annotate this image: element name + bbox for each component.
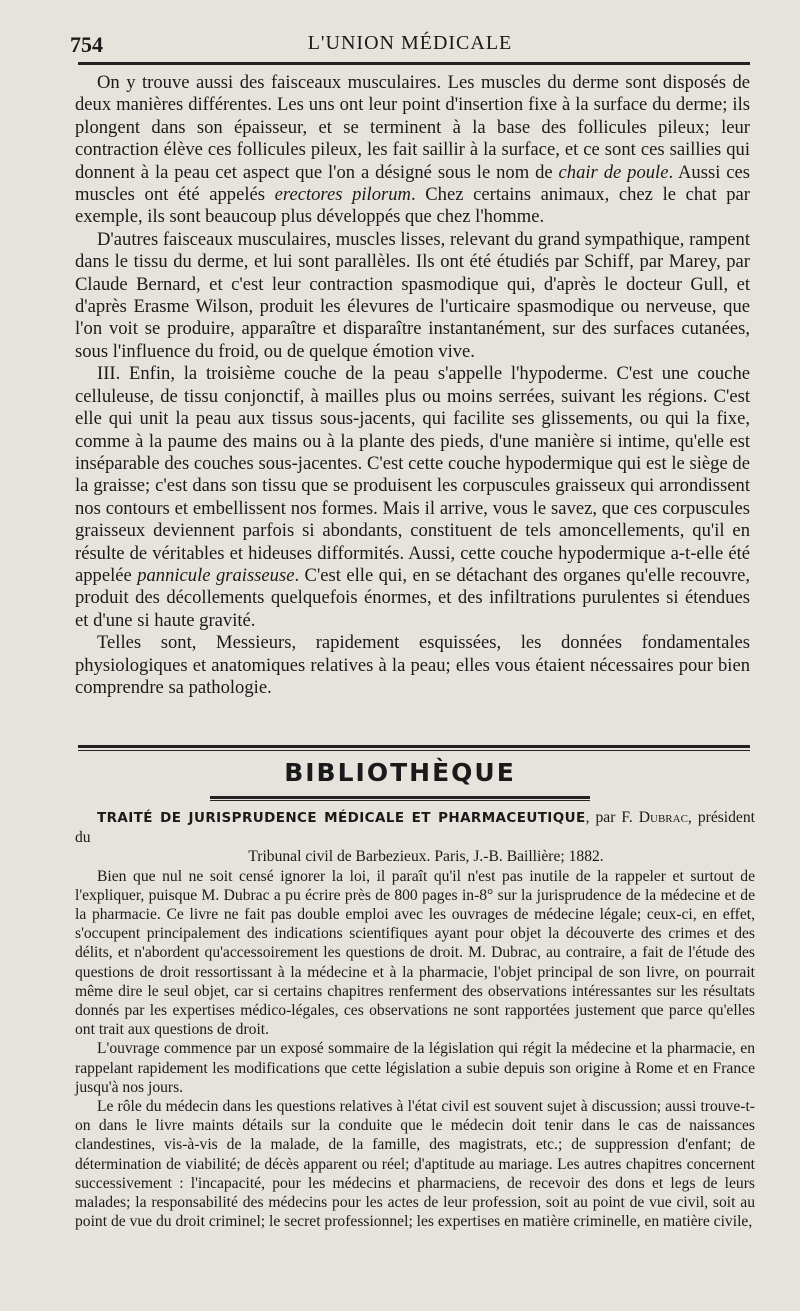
review-paragraph: Le rôle du médecin dans les questions relatives à l'état civil est souvent sujet à discussion; aussi trouve-t-on dans le livre maints détails sur la conduite que le médecin doit tenir dans le cas de naissances clandestines, vis-à-vis de la malade, de la famille, des magistrats, etc.; de suppression d'enfant; de détermination de viabilité; de décès apparent ou réel; d'aptitude au mariage. Les autres chapitres concernent successivement : l'incapacité, pour les médecins et pharmaciens, de recevoir des dons et legs de leurs malades; la responsabilité des médecins pour les actes de leur profession, soit au point de vue civil, soit au point de vue du droit criminel; le secret professionnel; les expertises en matière criminelle, en matière civile, [75, 1098, 755, 1231]
author-name: F. Dubrac [621, 809, 688, 826]
paragraph: On y trouve aussi des faisceaux musculaires. Les muscles du derme sont disposés de deux manières différentes. Les uns ont leur point d'insertion fixe à la surface du derme; ils plongent dans son épaisseur, et se terminent à la base des follicules pileux; leur contraction élève ces follicules pileux, les fait saillir à la surface, et ce sont ces saillies qui donnent à la peau cet aspect que l'on a désigné sous le nom de chair de poule. Aussi ces muscles ont été appelés erectores pilorum. Chez certains animaux, chez le chat par exemple, ils sont beaucoup plus développés que chez l'homme. [75, 72, 751, 228]
running-title: L'UNION MÉDICALE [307, 32, 513, 54]
header-rule [78, 62, 750, 65]
section-rule [78, 745, 750, 751]
page-header [70, 28, 750, 58]
review-heading: TRAITÉ DE JURISPRUDENCE MÉDICALE ET PHARMACEUTIQUE, par F. Dubrac, président du Tribunal civil de Barbezieux. Paris, J.-B. Baillière; 1882. [75, 809, 755, 866]
book-title: TRAITÉ DE JURISPRUDENCE MÉDICALE ET PHARMACEUTIQUE [97, 810, 586, 826]
book-review [75, 808, 755, 1231]
review-paragraph: L'ouvrage commence par un exposé sommaire de la législation qui régit la médecine et la pharmacie, en rappelant rapidement les modifications que cette législation a subie depuis son origine à Rome et en France jusqu'à nos jours. [75, 1040, 755, 1096]
lecture-text [75, 72, 750, 699]
review-paragraph: Bien que nul ne soit censé ignorer la loi, il paraît qu'il n'est pas inutile de la rappeler et surtout de l'expliquer, puisque M. Dubrac a pu écrire près de 800 pages in-8° sur la jurisprudence de la médecine et de la pharmacie. Ce livre ne fait pas double emploi avec les ouvrages de médecine légale; ceux-ci, en effet, s'occupent principalement des indications scientifiques ayant pour objet la découverte des crimes et des délits, et n'abordent qu'accessoirement les questions de droit. M. Dubrac, au contraire, a fait de l'étude des questions de droit ressortissant à la médecine et à la pharmacie, l'objet principal de son livre, on pourrait même dire le seul objet, car si certains chapitres renferment des observations intéressantes sur les résultats donnés par les expertises médico-légales, ces observations ne sont rapportées justement que parce qu'elles ont trait aux questions de droit. [75, 867, 755, 1039]
paragraph: Telles sont, Messieurs, rapidement esquissées, les données fondamentales physiologiques et anatomiques relatives à la peau; elles vous étaient nécessaires pour bien comprendre sa pathologie. [75, 632, 750, 698]
publication-info: Tribunal civil de Barbezieux. Paris, J.-B. Baillière; 1882. [248, 848, 604, 866]
paragraph: D'autres faisceaux musculaires, muscles lisses, relevant du grand sympathique, rampent dans le tissu du derme, et lui sont parallèles. Ils ont été étudiés par Schiff, par Marey, par Claude Bernard, et c'est leur contraction spasmodique qui, d'après le docteur Gull, et d'après Erasme Wilson, produit les élevures de l'urticaire spasmodique ou nerveuse, que l'on voit se produire, apparaître et disparaître instantanément, sur des surfaces cutanées, sous l'influence du froid, ou de quelque émotion vive. [75, 228, 750, 362]
page-number: 754 [70, 32, 103, 57]
paragraph: III. Enfin, la troisième couche de la peau s'appelle l'hypoderme. C'est une couche celluleuse, de tissu conjonctif, à mailles plus ou moins serrées, suivant les régions. C'est elle qui unit la peau aux tissus sous-jacents, qui facilite ses glissements, ou qui la fixe, comme à la paume des mains ou à la plante des pieds, d'une manière si intime, qu'elle est inséparable des couches sous-jacentes. C'est cette couche hypodermique qui est le siège de la graisse; c'est dans son tissu que se produisent les corpuscules graisseux qui arrondissent nos contours et embellissent nos formes. Mais il arrive, vous le savez, que ces corpuscules graisseux deviennent parfois si abondants, constituent de tels amoncellements, qu'il en résulte de véritables et hideuses difformités. Aussi, cette couche hypodermique a-t-elle été appelée pannicule graisseuse. C'est elle qui, en se détachant des organes qu'elle recouvre, produit des décollements quelquefois énormes, et des infiltrations purulentes si étendues et d'une si haute gravité. [75, 363, 751, 631]
title-rule [210, 796, 590, 801]
section-title: BIBLIOTHÈQUE [284, 758, 516, 787]
